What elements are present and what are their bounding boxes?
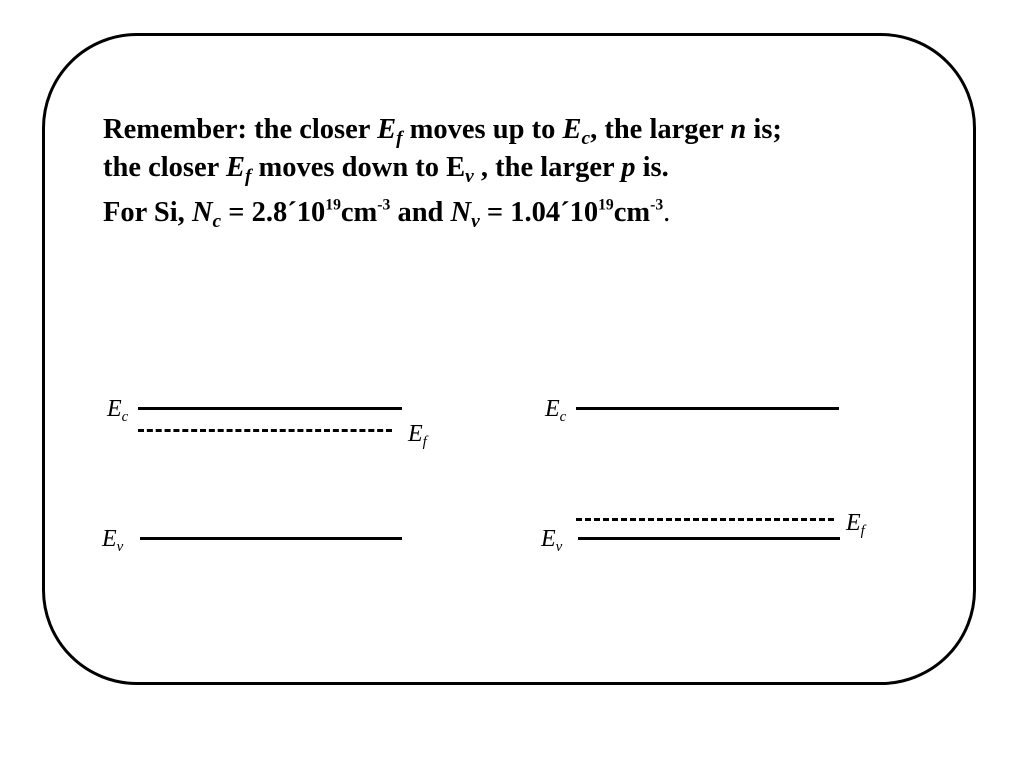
nv-symbol: $N_v$ <box>450 197 480 233</box>
fermi-level-symbol: $E_f$ <box>225 152 252 188</box>
text-segment: the closer <box>103 152 226 183</box>
conduction-band-symbol: $E_c$ <box>562 114 591 150</box>
right-conduction-band-line <box>576 407 839 410</box>
right-valence-band-line <box>578 537 840 540</box>
left-conduction-band-line <box>138 407 402 410</box>
right-ec-label: $E_c$ <box>545 396 567 426</box>
unit: cm <box>340 197 378 228</box>
left-valence-band-line <box>140 537 402 540</box>
remember-line-2 <box>103 151 669 188</box>
unit: cm <box>613 197 651 228</box>
hole-concentration-symbol: p <box>621 152 636 183</box>
nv-value: = 1.04´10 <box>479 197 599 228</box>
fermi-level-symbol: $E_f$ <box>377 114 403 150</box>
right-ef-label: $E_f$ <box>846 510 865 540</box>
valence-band-subscript: v <box>465 166 474 188</box>
exponent: 19 <box>598 196 614 214</box>
right-ev-label: $E_v$ <box>541 526 563 556</box>
exponent: -3 <box>650 196 664 214</box>
right-fermi-level-line <box>576 518 834 521</box>
text-segment: . <box>663 197 671 228</box>
nc-symbol: $N_c$ <box>191 197 222 233</box>
text-segment: For Si, <box>103 197 192 228</box>
text-segment: Remember: the closer <box>103 114 378 145</box>
text-segment: , the larger <box>473 152 622 183</box>
text-segment: is; <box>746 114 782 145</box>
text-segment: , the larger <box>590 114 731 145</box>
exponent: -3 <box>377 196 391 214</box>
left-ef-label: $E_f$ <box>408 421 427 451</box>
silicon-constants-line <box>103 196 671 233</box>
exponent: 19 <box>325 196 341 214</box>
left-ev-label: $E_v$ <box>102 526 124 556</box>
text-segment: moves down to E <box>251 152 466 183</box>
electron-concentration-symbol: n <box>730 114 747 145</box>
remember-line-1 <box>103 113 782 150</box>
nc-value: = 2.8´10 <box>221 197 326 228</box>
left-ec-label: $E_c$ <box>107 396 129 426</box>
left-fermi-level-line <box>138 429 392 432</box>
text-segment: moves up to <box>402 114 563 145</box>
text-segment: and <box>390 197 451 228</box>
text-segment: is. <box>635 152 669 183</box>
